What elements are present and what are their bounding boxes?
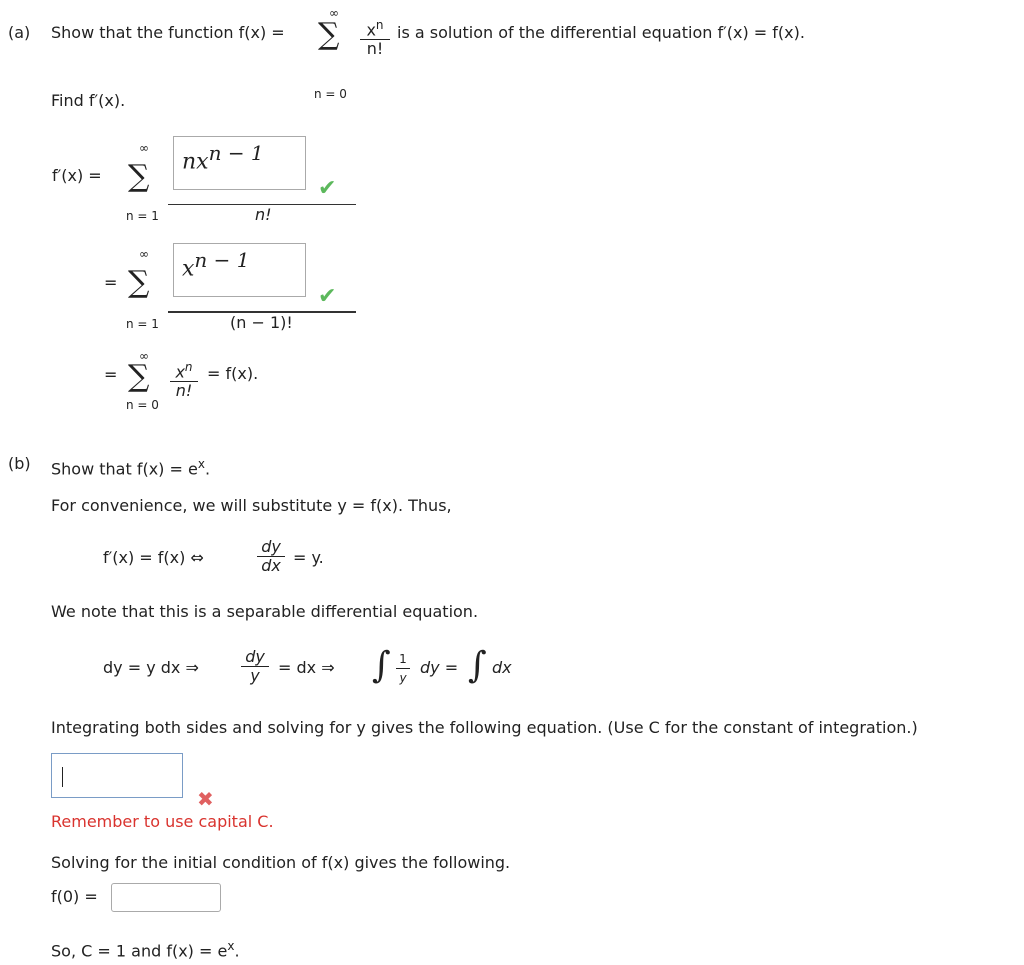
row3-lhs: = (104, 365, 118, 384)
error-message: Remember to use capital C. (51, 812, 274, 831)
integral-icon: ∫ (468, 645, 487, 686)
fraction: $x^n$ n! (360, 16, 390, 58)
eq2-a: dy = y dx ⇒ (103, 658, 199, 677)
part-a-suffix: is a solution of the differential equation f′(x) = f(x). (397, 23, 805, 42)
row1-upper: ∞ (139, 141, 149, 155)
row3-lower: n = 0 (126, 398, 159, 412)
fraction: dy y (241, 648, 269, 685)
separable-text: We note that this is a separable differential equation. (51, 602, 479, 621)
find-label: Find f′(x). (51, 91, 126, 110)
sum-upper: ∞ (329, 6, 339, 20)
fraction: 1 y (396, 650, 410, 687)
check-icon: ✔ (318, 284, 337, 309)
integrating-text: Integrating both sides and solving for y gives the following equation. (Use C for the constant of integration.) (51, 718, 918, 737)
f0-label: f(0) = (51, 887, 98, 906)
part-b-prompt: Show that $f(x) = e^x$. (51, 457, 211, 479)
eq1-lhs: f′(x) = f(x) ⇔ (103, 548, 204, 567)
incorrect-x-icon: ✖ (197, 787, 214, 811)
sigma-icon: ∑ (128, 265, 150, 300)
row1-answer-input[interactable]: $nx^{n - 1}$ (173, 136, 306, 190)
fraction: dy dx (257, 538, 285, 575)
row2-den: (n − 1)! (230, 313, 293, 332)
eq2-b: = dx ⇒ (278, 658, 335, 677)
solving-text: Solving for the initial condition of f(x) gives the following. (51, 853, 511, 872)
eq1-rhs: = y. (293, 548, 324, 567)
check-icon: ✔ (318, 176, 337, 201)
part-a-label: (a) (8, 23, 31, 42)
sum-lower: n = 0 (314, 87, 347, 101)
row1-den: n! (255, 205, 272, 224)
text-cursor (62, 767, 63, 787)
row1-lower: n = 1 (126, 209, 159, 223)
eq2-c: dy = (420, 658, 459, 677)
conclusion-text: So, C = 1 and $f(x) = e^x$. (51, 939, 240, 961)
general-solution-input[interactable] (51, 753, 183, 798)
sigma-icon: ∑ (318, 17, 340, 52)
fraction: $x^n$ n! (170, 358, 198, 400)
row1-lhs: f′(x) = (52, 166, 102, 185)
integral-icon: ∫ (372, 645, 391, 686)
row2-upper: ∞ (139, 247, 149, 261)
sigma-icon: ∑ (128, 159, 150, 194)
eq2-d: dx (492, 658, 512, 677)
convenience-text: For convenience, we will substitute y = f(x). Thus, (51, 496, 452, 515)
row2-lhs: = (104, 273, 118, 292)
part-a-prompt: Show that the function f(x) = (51, 23, 285, 42)
part-b-label: (b) (8, 454, 31, 473)
row3-rhs: = f(x). (207, 364, 259, 383)
row2-answer-input[interactable]: $x^{n - 1}$ (173, 243, 306, 297)
f0-input[interactable] (111, 883, 221, 912)
sigma-icon: ∑ (128, 359, 150, 394)
row2-lower: n = 1 (126, 317, 159, 331)
row3-upper: ∞ (139, 349, 149, 363)
